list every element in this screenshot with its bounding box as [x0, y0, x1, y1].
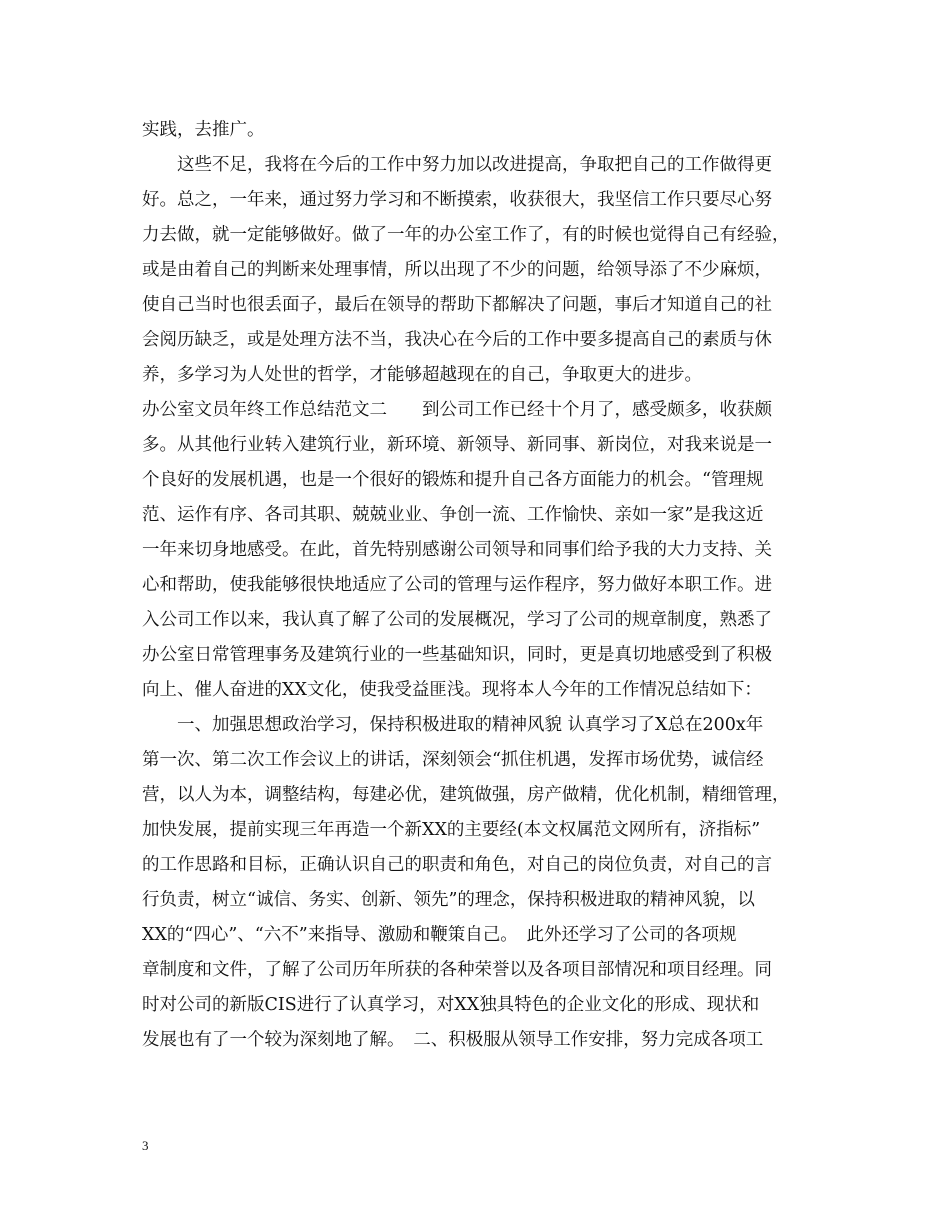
text-line: 第一次、第二次工作会议上的讲话，深刻领会“抓住机遇，发挥市场优势，诚信经: [142, 750, 764, 770]
text-line: 行负责，树立“诚信、务实、创新、领先”的理念，保持积极进取的精神风貌，以: [142, 890, 755, 910]
page-number: 3: [142, 1138, 149, 1153]
text-line: 办公室文员年终工作总结范文二 到公司工作已经十个月了，感受颇多，收获颇: [142, 400, 772, 420]
text-line: 的工作思路和目标，正确认识自己的职责和角色，对自己的岗位负责，对自己的言: [142, 855, 772, 875]
text-line: 或是由着自己的判断来处理事情，所以出现了不少的问题，给领导添了不少麻烦，: [142, 260, 772, 280]
text-line: XX的“四心”、“六不”来指导、激励和鞭策自己。 此外还学习了公司的各项规: [142, 925, 737, 945]
text-line: 一、加强思想政治学习，保持积极进取的精神风貌 认真学习了X总在200x年: [142, 715, 764, 735]
text-line: 这些不足，我将在今后的工作中努力加以改进提高，争取把自己的工作做得更: [142, 155, 772, 175]
text-line: 入公司工作以来，我认真了解了公司的发展概况，学习了公司的规章制度，熟悉了: [142, 610, 772, 630]
text-line: 时对公司的新版CIS进行了认真学习，对XX独具特色的企业文化的形成、现状和: [142, 995, 760, 1015]
text-line: 养，多学习为人处世的哲学，才能够超越现在的自己，争取更大的进步。: [142, 365, 702, 385]
text-line: 力去做，就一定能够做好。做了一年的办公室工作了，有的时候也觉得自己有经验，: [142, 225, 790, 245]
text-line: 个良好的发展机遇，也是一个很好的锻炼和提升自己各方面能力的机会。“管理规: [142, 470, 764, 490]
text-line: 会阅历缺乏，或是处理方法不当，我决心在今后的工作中要多提高自己的素质与休: [142, 330, 772, 350]
text-line: 向上、催人奋进的XX文化，使我受益匪浅。现将本人今年的工作情况总结如下：: [142, 680, 762, 700]
text-line: 范、运作有序、各司其职、兢兢业业、争创一流、工作愉快、亲如一家”是我这近: [142, 505, 764, 525]
text-line: 多。从其他行业转入建筑行业，新环境、新领导、新同事、新岗位，对我来说是一: [142, 435, 772, 455]
text-line: 心和帮助，使我能够很快地适应了公司的管理与运作程序，努力做好本职工作。进: [142, 575, 772, 595]
text-line: 好。总之，一年来，通过努力学习和不断摸索，收获很大，我坚信工作只要尽心努: [142, 190, 772, 210]
text-line: 加快发展，提前实现三年再造一个新XX的主要经(本文权属范文网所有，济指标”: [142, 820, 761, 840]
text-line: 使自己当时也很丢面子，最后在领导的帮助下都解决了问题，事后才知道自己的社: [142, 295, 772, 315]
text-line: 营，以人为本，调整结构，每建必优，建筑做强，房产做精，优化机制，精细管理，: [142, 785, 790, 805]
text-line: 章制度和文件，了解了公司历年所获的各种荣誉以及各项目部情况和项目经理。同: [142, 960, 772, 980]
text-line: 实践，去推广。: [142, 120, 265, 140]
text-line: 办公室日常管理事务及建筑行业的一些基础知识，同时，更是真切地感受到了积极: [142, 645, 772, 665]
text-line: 一年来切身地感受。在此，首先特别感谢公司领导和同事们给予我的大力支持、关: [142, 540, 772, 560]
text-line: 发展也有了一个较为深刻地了解。 二、积极服从领导工作安排，努力完成各项工: [142, 1030, 764, 1050]
